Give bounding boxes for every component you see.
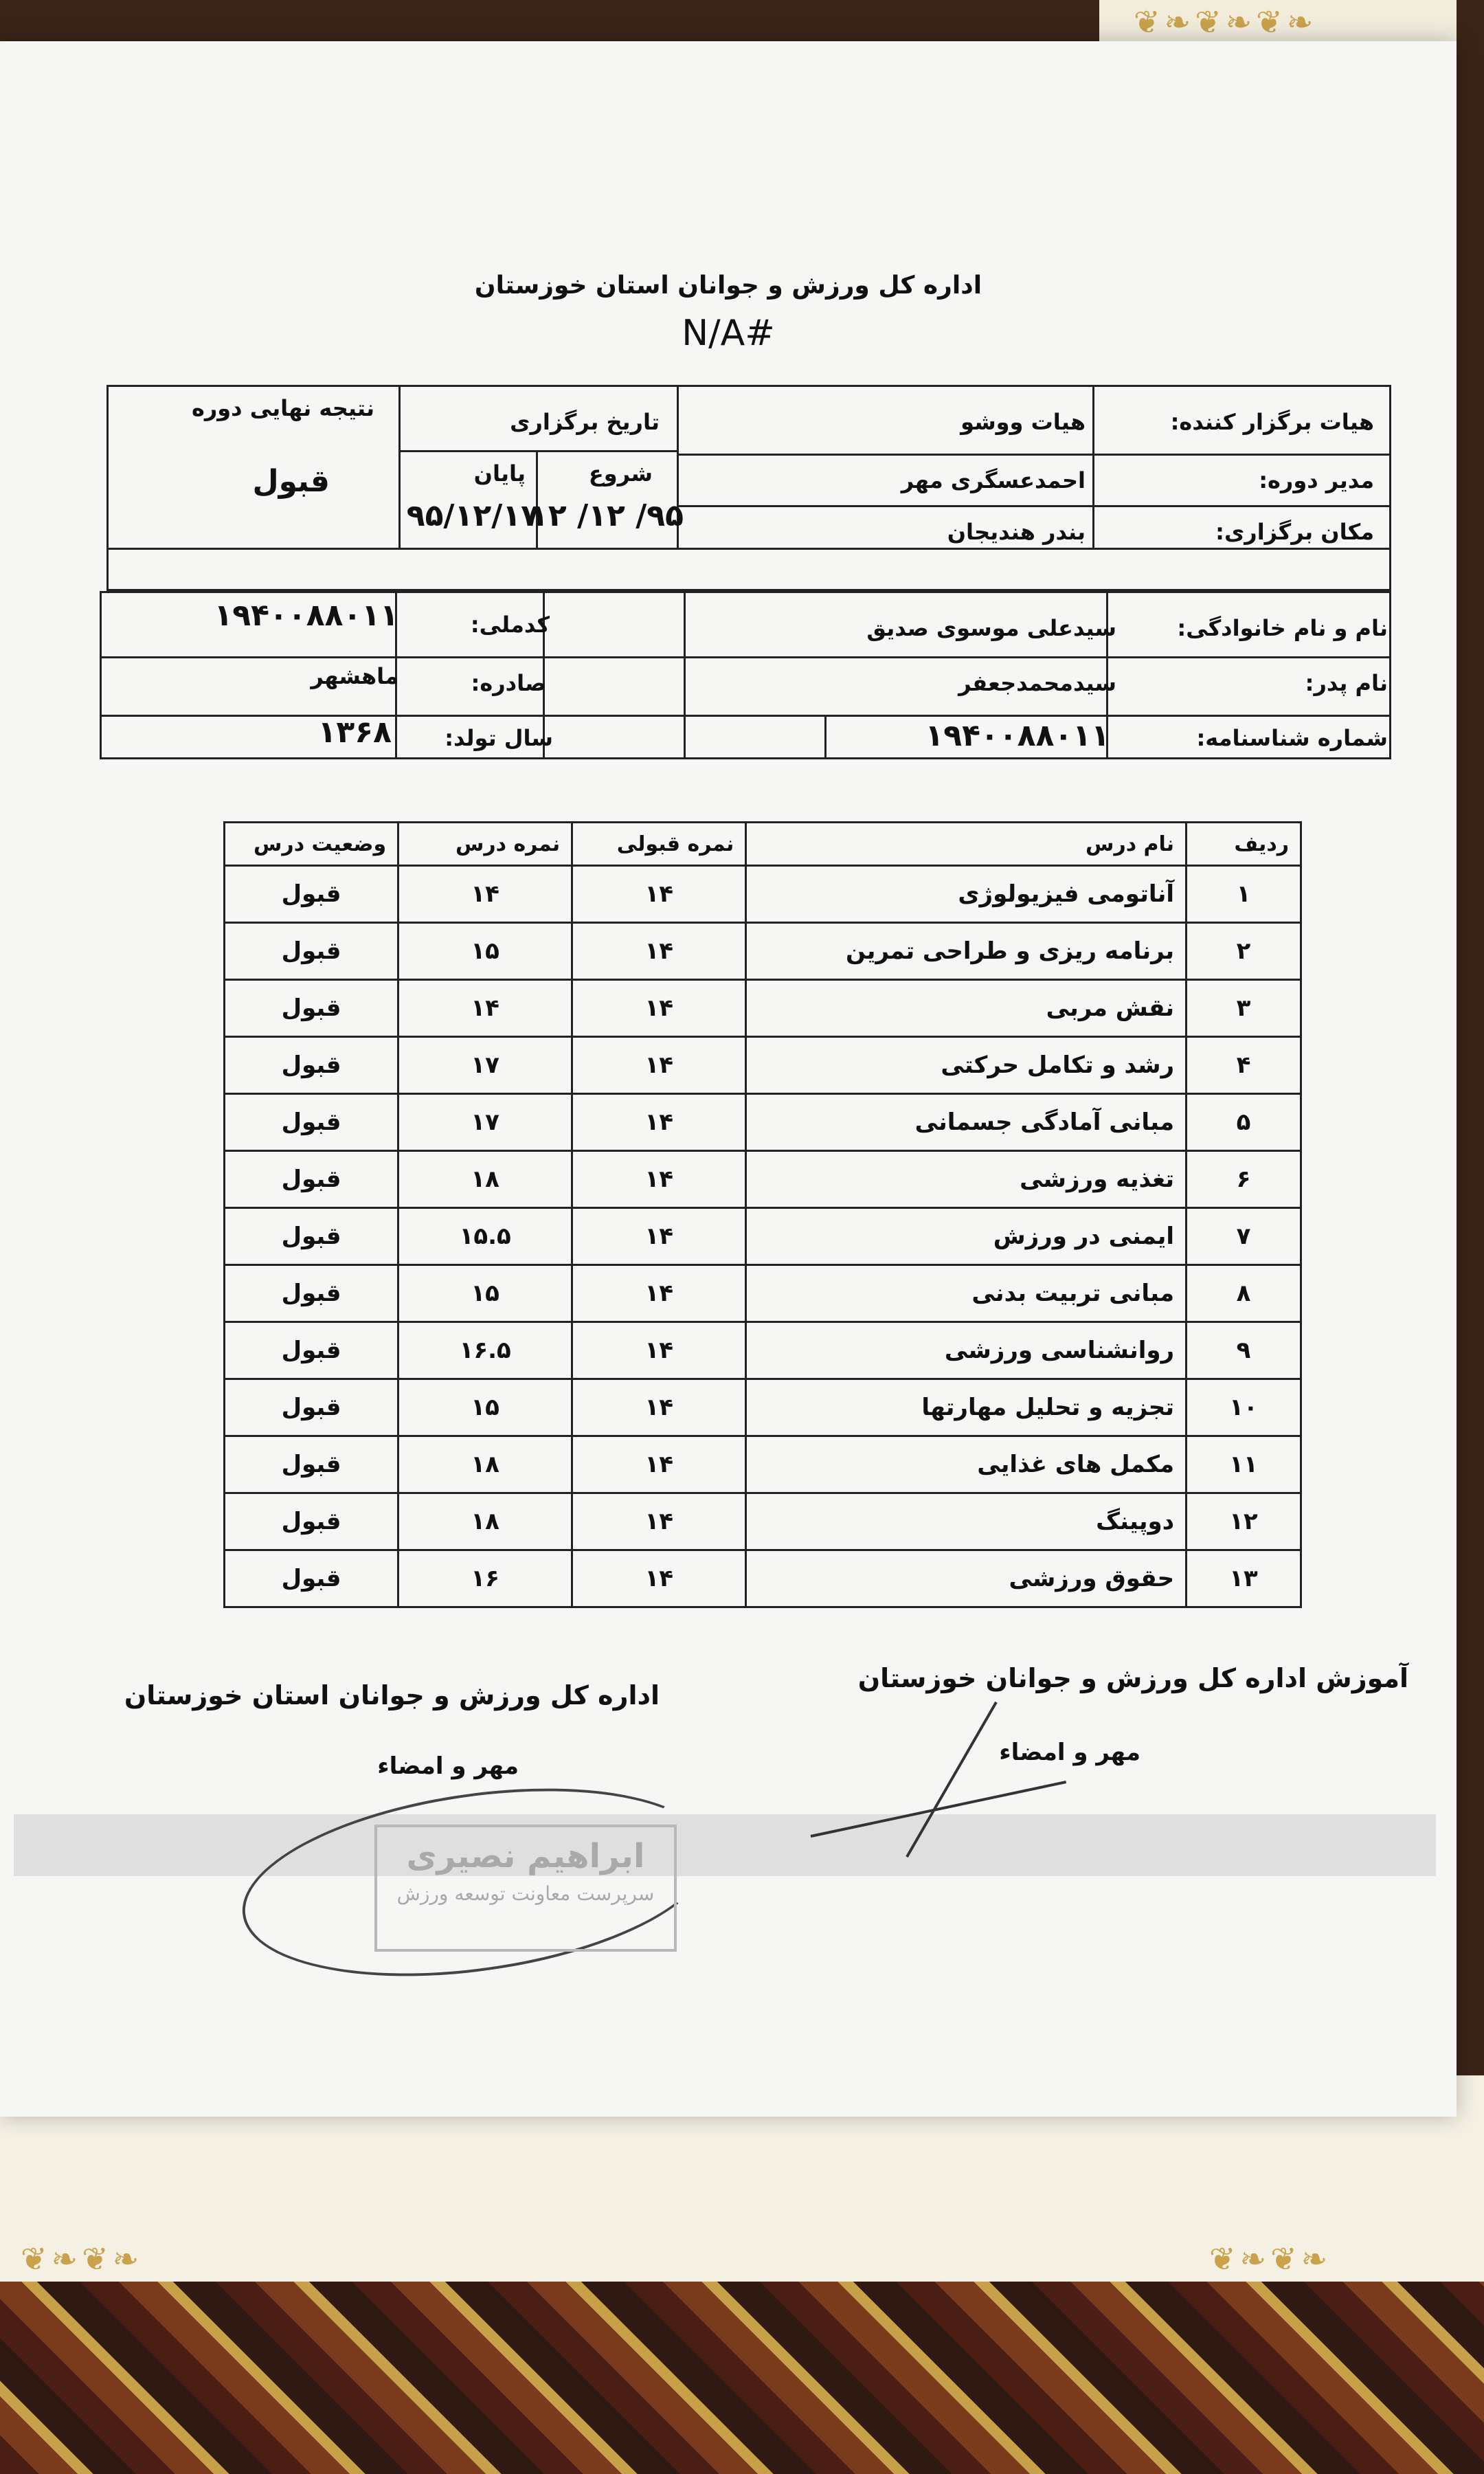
date-label: تاریخ برگزاری: [510, 409, 660, 435]
grade-row: [225, 1322, 1301, 1379]
organizer-value: هیات ووشو: [960, 409, 1086, 435]
gold-ornament-icon: ❦❧❦❧❦❧: [1134, 3, 1318, 41]
grade-cell: ۱۵.۵: [398, 1208, 572, 1265]
course-name-cell: نقش مربی: [746, 980, 1187, 1037]
status-cell: قبول: [225, 1037, 398, 1094]
pass-grade-cell: ۱۴: [572, 1436, 746, 1493]
status-cell: قبول: [225, 1265, 398, 1322]
grade-row: [225, 1550, 1301, 1607]
status-cell: قبول: [225, 1436, 398, 1493]
right-signature-title: آموزش اداره کل ورزش و جوانان خوزستان: [857, 1663, 1408, 1693]
row-number-cell: ۴: [1187, 1037, 1301, 1094]
status-cell: قبول: [225, 980, 398, 1037]
status-cell: قبول: [225, 1379, 398, 1436]
grade-cell: ۱۵: [398, 1265, 572, 1322]
national-code-label: کدملی:: [470, 612, 550, 638]
grade-row: [225, 1208, 1301, 1265]
grade-cell: ۱۷: [398, 1094, 572, 1151]
row-number-cell: ۷: [1187, 1208, 1301, 1265]
col-course-name: نام درس: [746, 823, 1187, 866]
grade-row: [225, 1436, 1301, 1493]
gold-ornament-icon: ❦❧❦❧: [21, 2240, 144, 2277]
row-number-cell: ۶: [1187, 1151, 1301, 1208]
pass-grade-cell: ۱۴: [572, 1379, 746, 1436]
name-label: نام و نام خانوادگی:: [1177, 615, 1388, 641]
status-cell: قبول: [225, 1151, 398, 1208]
venue-label: مکان برگزاری:: [1215, 519, 1374, 545]
gold-ornament-icon: ❦❧❦❧: [1209, 2240, 1332, 2277]
official-stamp: [374, 1825, 677, 1952]
grade-cell: ۱۴: [398, 980, 572, 1037]
course-name-cell: حقوق ورزشی: [746, 1550, 1187, 1607]
grade-row: [225, 1094, 1301, 1151]
final-result: قبول: [252, 464, 330, 499]
row-number-cell: ۸: [1187, 1265, 1301, 1322]
status-cell: قبول: [225, 1493, 398, 1550]
row-number-cell: ۱۱: [1187, 1436, 1301, 1493]
pass-grade-cell: ۱۴: [572, 1151, 746, 1208]
row-number-cell: ۵: [1187, 1094, 1301, 1151]
right-seal-label: مهر و امضاء: [999, 1739, 1140, 1766]
pass-grade-cell: ۱۴: [572, 923, 746, 980]
row-number-cell: ۹: [1187, 1322, 1301, 1379]
course-name-cell: تغذیه ورزشی: [746, 1151, 1187, 1208]
grade-row: [225, 923, 1301, 980]
start-label: شروع: [588, 460, 653, 487]
pass-grade-cell: ۱۴: [572, 1208, 746, 1265]
grades-header-row: [225, 823, 1301, 866]
grade-row: [225, 980, 1301, 1037]
course-name-cell: مبانی تربیت بدنی: [746, 1265, 1187, 1322]
grade-cell: ۱۸: [398, 1436, 572, 1493]
pass-grade-cell: ۱۴: [572, 866, 746, 923]
col-grade: نمره درس: [398, 823, 572, 866]
grade-cell: ۱۸: [398, 1493, 572, 1550]
end-date: ۹۵/۱۲/۱۷: [406, 498, 539, 533]
organizer-label: هیات برگزار کننده:: [1170, 409, 1374, 435]
grade-cell: ۱۶.۵: [398, 1322, 572, 1379]
id-number-value: ۱۹۴۰۰۸۸۰۱۱: [925, 718, 1110, 753]
grade-cell: ۱۴: [398, 866, 572, 923]
left-seal-label: مهر و امضاء: [377, 1752, 519, 1780]
row-number-cell: ۲: [1187, 923, 1301, 980]
col-row-number: ردیف: [1187, 823, 1301, 866]
status-cell: قبول: [225, 923, 398, 980]
course-name-cell: مبانی آمادگی جسمانی: [746, 1094, 1187, 1151]
name-value: سیدعلی موسوی صدیق: [866, 615, 1116, 641]
grade-row: [225, 1379, 1301, 1436]
pass-grade-cell: ۱۴: [572, 1094, 746, 1151]
issued-label: صادره:: [471, 670, 546, 696]
pass-grade-cell: ۱۴: [572, 1265, 746, 1322]
document-code: #N/A: [682, 313, 775, 354]
birth-year-label: سال تولد:: [445, 725, 553, 751]
grade-cell: ۱۷: [398, 1037, 572, 1094]
status-cell: قبول: [225, 866, 398, 923]
course-name-cell: برنامه ریزی و طراحی تمرین: [746, 923, 1187, 980]
end-label: پایان: [473, 460, 526, 487]
pass-grade-cell: ۱۴: [572, 1493, 746, 1550]
row-number-cell: ۱۳: [1187, 1550, 1301, 1607]
status-cell: قبول: [225, 1094, 398, 1151]
grade-row: [225, 1493, 1301, 1550]
course-name-cell: ایمنی در ورزش: [746, 1208, 1187, 1265]
grade-row: [225, 1151, 1301, 1208]
status-cell: قبول: [225, 1322, 398, 1379]
pass-grade-cell: ۱۴: [572, 1037, 746, 1094]
issued-value: ماهشهر: [311, 663, 398, 689]
id-number-label: شماره شناسنامه:: [1196, 725, 1388, 751]
director-value: احمدعسگری مهر: [901, 467, 1086, 493]
director-label: مدیر دوره:: [1259, 467, 1374, 493]
course-name-cell: دوپینگ: [746, 1493, 1187, 1550]
grade-cell: ۱۶: [398, 1550, 572, 1607]
father-value: سیدمحمدجعفر: [958, 670, 1116, 696]
col-pass-grade: نمره قبولی: [572, 823, 746, 866]
grade-row: [225, 1265, 1301, 1322]
course-name-cell: مکمل های غذایی: [746, 1436, 1187, 1493]
organization-title: اداره کل ورزش و جوانان استان خوزستان: [474, 271, 982, 300]
left-signature-title: اداره کل ورزش و جوانان استان خوزستان: [124, 1680, 660, 1710]
stamp-role: سرپرست معاونت توسعه ورزش: [396, 1882, 655, 1905]
grades-table: [223, 821, 1302, 1608]
venue-value: بندر هندیجان: [947, 519, 1086, 545]
grade-cell: ۱۸: [398, 1151, 572, 1208]
grade-cell: ۱۵: [398, 1379, 572, 1436]
grade-row: [225, 866, 1301, 923]
stamp-name: ابراهیم نصیری: [406, 1837, 645, 1875]
row-number-cell: ۱: [1187, 866, 1301, 923]
course-name-cell: روانشناسی ورزشی: [746, 1322, 1187, 1379]
col-status: وضعیت درس: [225, 823, 398, 866]
pass-grade-cell: ۱۴: [572, 1322, 746, 1379]
grade-row: [225, 1037, 1301, 1094]
result-label: نتیجه نهایی دوره: [191, 395, 374, 421]
row-number-cell: ۱۰: [1187, 1379, 1301, 1436]
course-name-cell: تجزیه و تحلیل مهارتها: [746, 1379, 1187, 1436]
start-date: ۹۵/ ۱۲/ ۱۲: [530, 498, 684, 533]
birth-year-value: ۱۳۶۸: [317, 715, 392, 750]
course-name-cell: رشد و تکامل حرکتی: [746, 1037, 1187, 1094]
scan-shadow-band: [14, 1814, 1436, 1876]
pass-grade-cell: ۱۴: [572, 1550, 746, 1607]
status-cell: قبول: [225, 1550, 398, 1607]
father-label: نام پدر:: [1305, 670, 1388, 696]
grade-cell: ۱۵: [398, 923, 572, 980]
pass-grade-cell: ۱۴: [572, 980, 746, 1037]
national-code-value: ۱۹۴۰۰۸۸۰۱۱: [214, 598, 398, 633]
course-name-cell: آناتومی فیزیولوژی: [746, 866, 1187, 923]
status-cell: قبول: [225, 1208, 398, 1265]
row-number-cell: ۱۲: [1187, 1493, 1301, 1550]
row-number-cell: ۳: [1187, 980, 1301, 1037]
